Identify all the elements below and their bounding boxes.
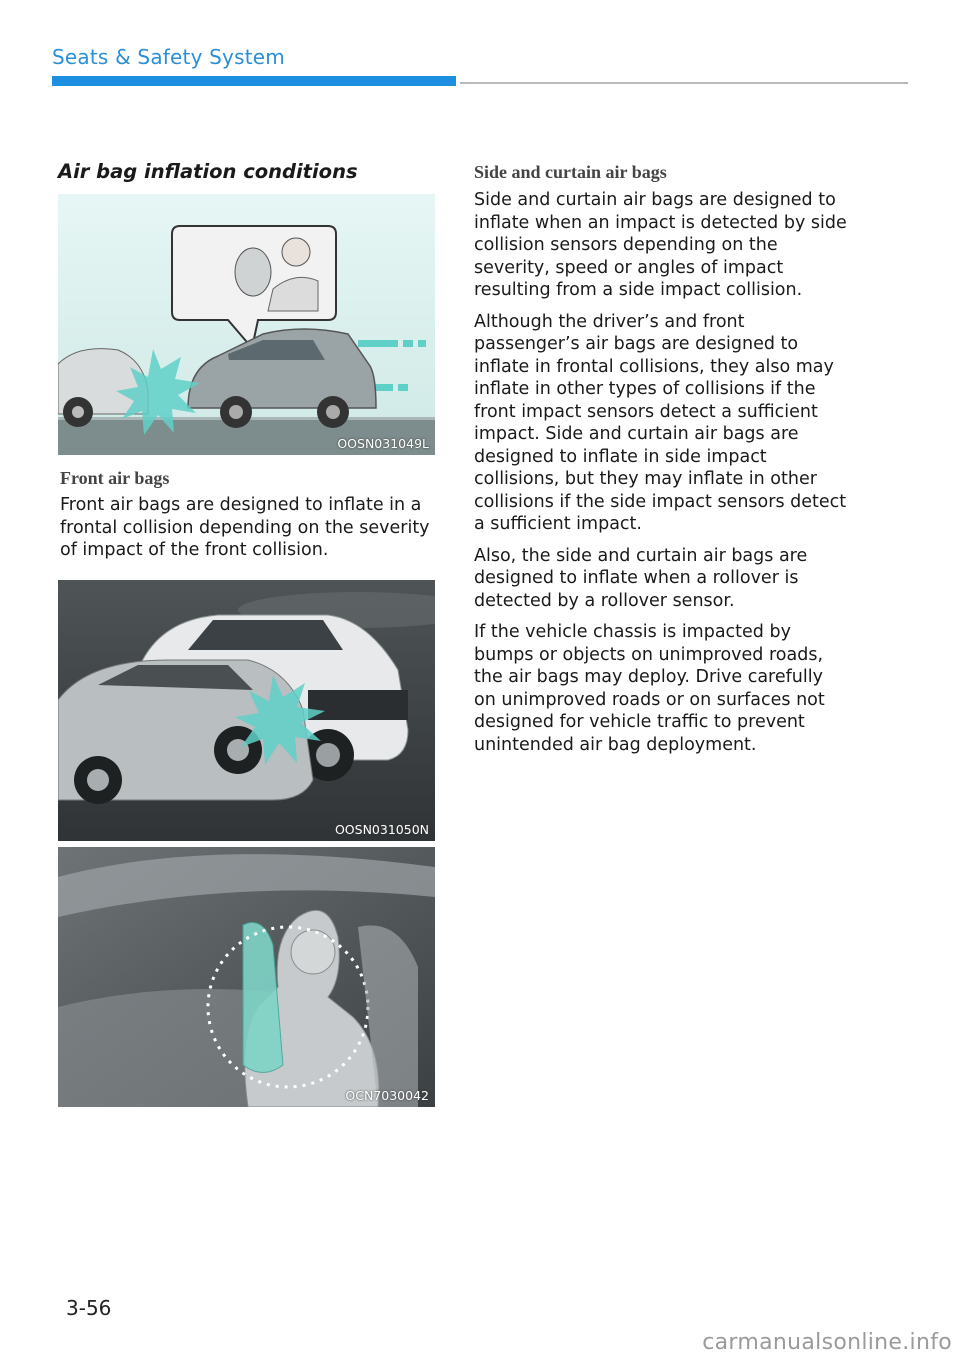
paragraph: Also, the side and curtain air bags are designed to inflate when a rollover is detected by a rollover sensor. <box>474 545 808 611</box>
figure-front-collision <box>58 194 435 455</box>
side-air-bag-illustration <box>58 847 435 1107</box>
front-air-bags-heading: Front air bags <box>60 468 170 488</box>
side-curtain-heading: Side and curtain air bags <box>474 162 667 182</box>
figure-code: OOSN031049L <box>337 436 429 451</box>
paragraph: If the vehicle chassis is impacted by bumps or objects on unimproved roads, the air bags may deploy. Drive carefully on unimproved roads or on surfaces not designed for vehicle traffic to prevent unintended air bag deployment. <box>474 622 825 755</box>
paragraph: Side and curtain air bags are designed to inflate when an impact is detected by side collision sensors depending on the severity, speed or angles of impact resulting from a side impact collision. <box>474 190 847 300</box>
front-collision-illustration <box>58 194 435 455</box>
chapter-title: Seats & Safety System <box>52 45 285 69</box>
figure-offset-collision <box>58 580 435 841</box>
figure-code: OCN7030042 <box>345 1088 429 1103</box>
header-divider-line <box>460 82 908 84</box>
page-number: 3-56 <box>66 1296 112 1320</box>
side-curtain-text <box>474 189 848 765</box>
header-accent-bar <box>52 76 456 86</box>
offset-collision-illustration <box>58 580 435 841</box>
figure-side-air-bag <box>58 847 435 1107</box>
paragraph: Although the driver’s and front passenger’s air bags are designed to inflate in frontal collisions, they also may inflate in other types of collisions if the front impact sensors detect a sufficient impact. Side and curtain air bags are designed to inflate in side impact collisions, but they may inflate in other collisions if the side impact sensors detect a sufficient impact. <box>474 311 847 534</box>
front-air-bags-text: Front air bags are designed to inflate in a frontal collision depending on the severity of impact of the front collision. <box>60 495 430 560</box>
section-heading: Air bag inflation conditions <box>58 160 358 183</box>
figure-code: OOSN031050N <box>334 822 429 837</box>
watermark: carmanualsonline.info <box>702 1330 952 1355</box>
